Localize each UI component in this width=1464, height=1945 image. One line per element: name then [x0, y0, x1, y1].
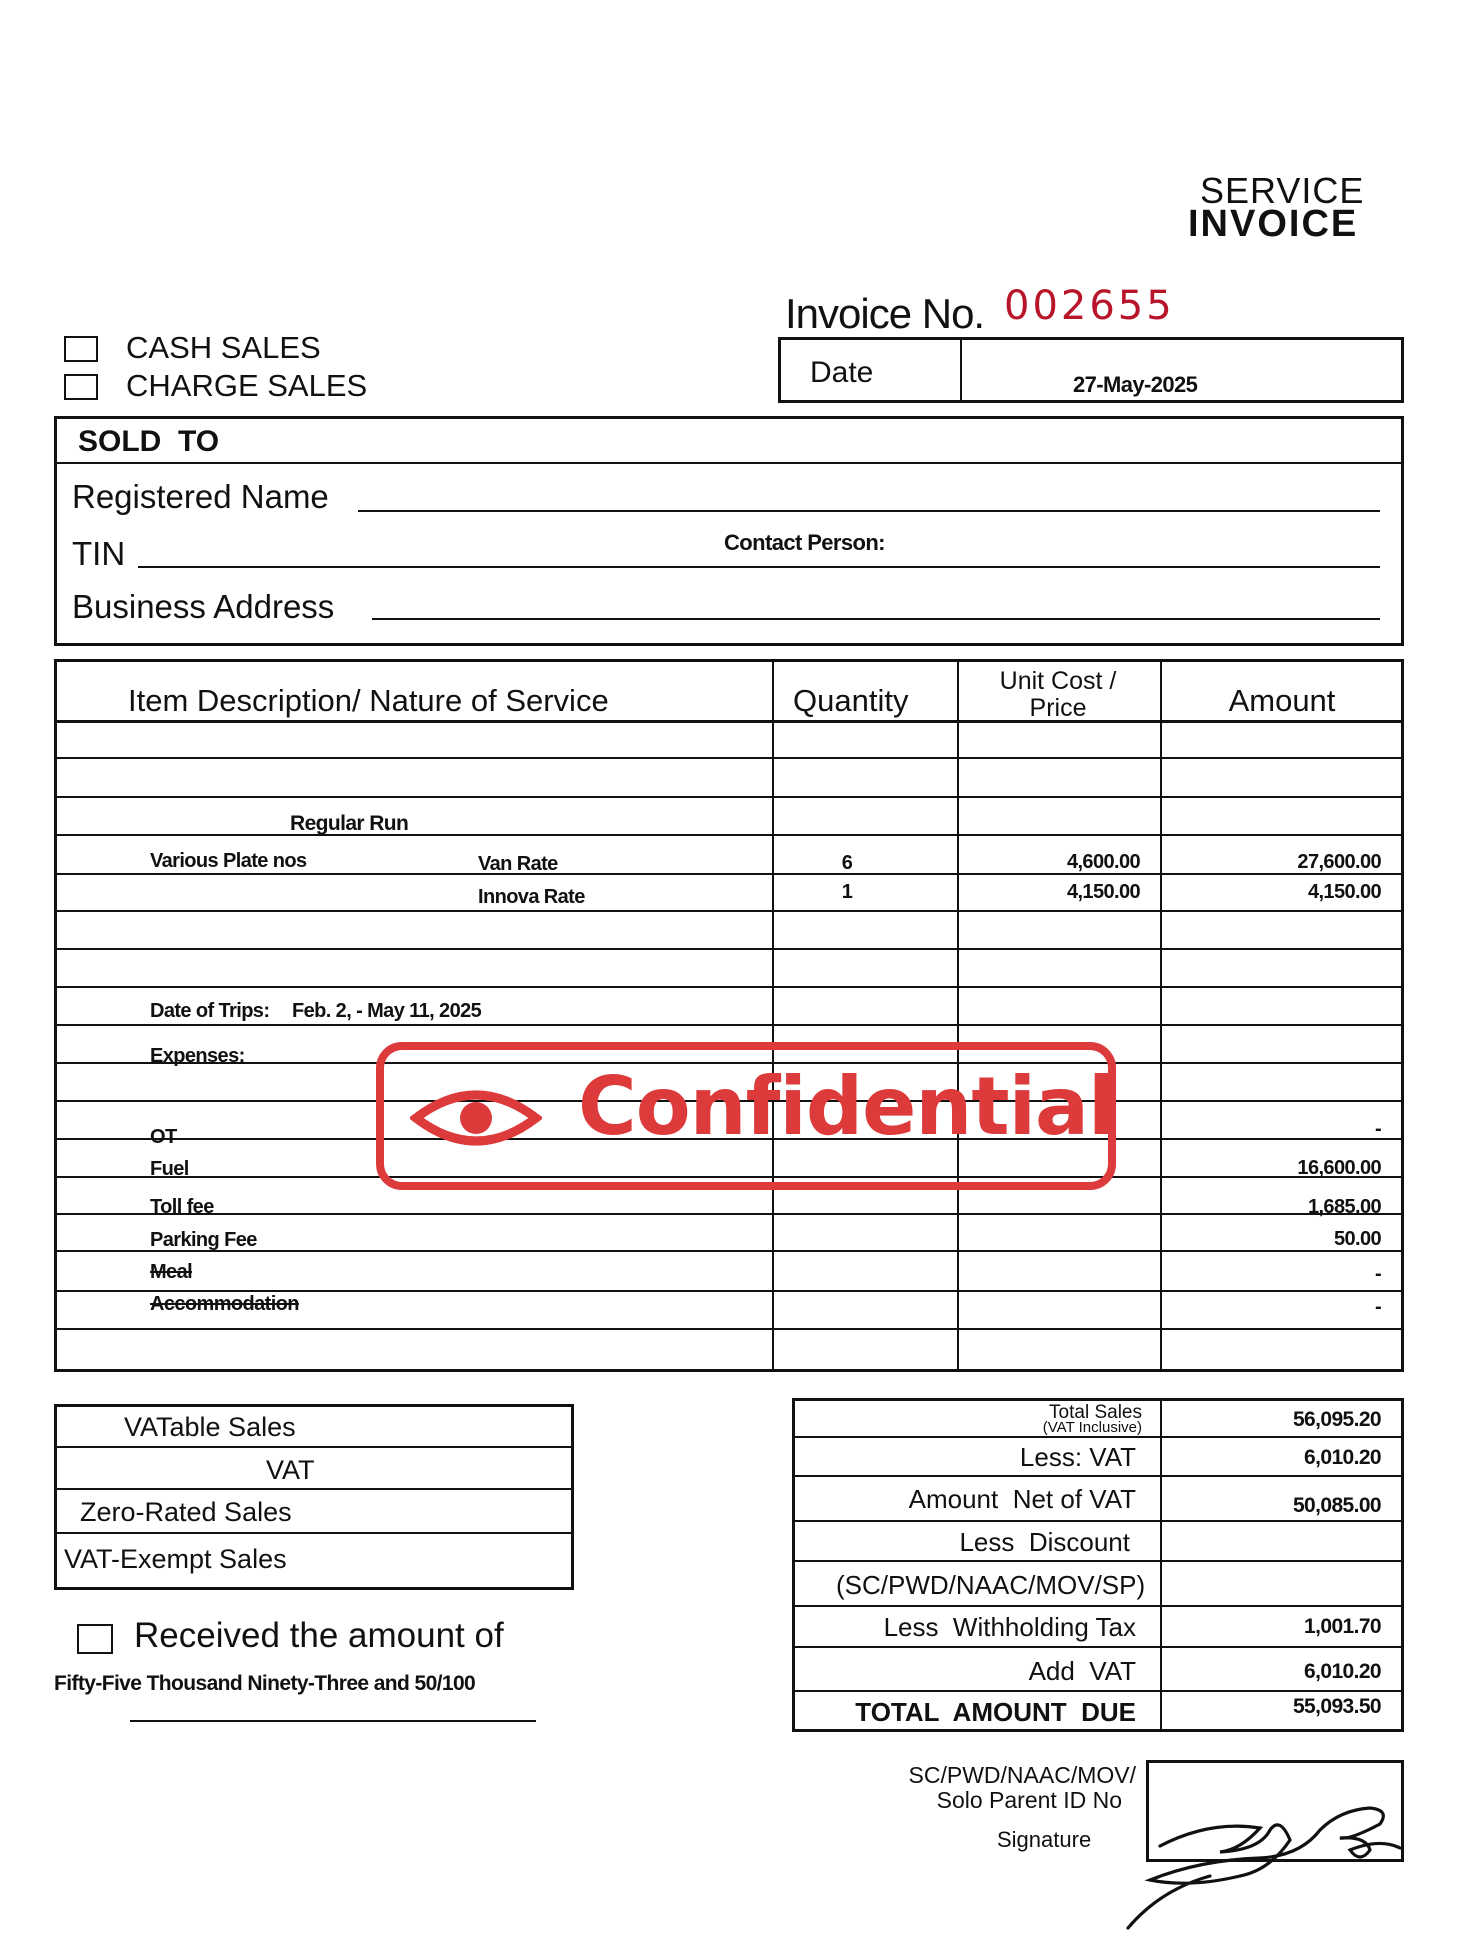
row-line	[54, 1328, 1404, 1330]
amount-in-words: Fifty-Five Thousand Ninety-Three and 50/100	[54, 1672, 476, 1695]
vat-label: VAT	[266, 1455, 315, 1485]
received-checkbox[interactable]	[77, 1624, 113, 1654]
expense-amount: 16,600.00	[1297, 1157, 1381, 1179]
totals-row-line	[792, 1520, 1404, 1522]
row-line	[54, 948, 1404, 950]
col-header-quantity: Quantity	[793, 683, 909, 718]
expense-name: Parking Fee	[150, 1229, 257, 1251]
row-line	[54, 910, 1404, 912]
item-unit-cost: 4,150.00	[1066, 881, 1140, 903]
date-value: 27-May-2025	[1073, 372, 1198, 397]
row-line	[54, 796, 1404, 798]
col-header-unit-cost: Unit Cost /	[999, 667, 1117, 695]
less-discount-label: Less Discount	[959, 1527, 1130, 1557]
col-divider-2	[957, 659, 959, 1372]
trip-dates-label: Date of Trips:	[150, 1000, 270, 1022]
total-sales-sublabel: (VAT Inclusive)	[1042, 1419, 1142, 1436]
date-label: Date	[810, 356, 874, 389]
col-divider-3	[1160, 659, 1162, 1372]
less-vat-value: 6,010.20	[1304, 1446, 1381, 1469]
vat-exempt-label: VAT-Exempt Sales	[64, 1544, 287, 1574]
confidential-text: Confidential	[578, 1060, 1115, 1153]
signature-image	[1120, 1780, 1420, 1930]
add-vat-value: 6,010.20	[1304, 1660, 1381, 1683]
expense-amount: 1,685.00	[1307, 1196, 1381, 1218]
business-address-label: Business Address	[72, 588, 335, 625]
totals-row-line	[792, 1560, 1404, 1562]
id-label-line2: Solo Parent ID No	[936, 1787, 1122, 1813]
withholding-tax-label: Less Withholding Tax	[883, 1612, 1136, 1642]
item-unit-cost: 4,600.00	[1066, 851, 1140, 873]
total-amount-due-label: TOTAL AMOUNT DUE	[855, 1697, 1136, 1727]
col-header-description: Item Description/ Nature of Service	[128, 683, 609, 718]
registered-name-label: Registered Name	[72, 478, 329, 515]
expenses-label: Expenses:	[150, 1045, 245, 1067]
total-sales-label: Total Sales	[1049, 1402, 1142, 1423]
invoice-no-value: 002655	[1004, 283, 1175, 329]
charge-sales-label: CHARGE SALES	[126, 368, 368, 403]
service-title: Regular Run	[290, 812, 409, 835]
total-amount-due-value: 55,093.50	[1292, 1695, 1381, 1718]
vat-row-line	[54, 1446, 574, 1448]
row-line	[54, 986, 1404, 988]
col-header-amount: Amount	[1228, 683, 1336, 718]
col-header-unit-cost-sub: Price	[1029, 694, 1087, 722]
id-label-line1: SC/PWD/NAAC/MOV/	[908, 1762, 1136, 1788]
col-divider-1	[772, 659, 774, 1372]
tin-field[interactable]	[138, 566, 1380, 568]
plate-note: Various Plate nos	[150, 850, 307, 872]
discount-note: (SC/PWD/NAAC/MOV/SP)	[836, 1570, 1146, 1600]
totals-row-line	[792, 1605, 1404, 1607]
sold-to-header-line	[54, 462, 1404, 464]
date-divider	[960, 337, 962, 403]
less-vat-label: Less: VAT	[1019, 1442, 1136, 1472]
cash-sales-label: CASH SALES	[126, 330, 321, 365]
signature-label: Signature	[997, 1827, 1092, 1852]
vat-row-line	[54, 1488, 574, 1490]
expense-amount: 50.00	[1333, 1228, 1381, 1250]
items-header-line	[54, 720, 1404, 723]
cash-sales-checkbox[interactable]	[64, 336, 98, 362]
vatable-sales-label: VATable Sales	[124, 1412, 296, 1442]
totals-row-line	[792, 1475, 1404, 1477]
totals-row-line	[792, 1436, 1404, 1438]
net-of-vat-value: 50,085.00	[1292, 1494, 1381, 1517]
doc-title-line1: SERVICE	[1200, 170, 1365, 211]
item-description: Van Rate	[478, 853, 558, 875]
add-vat-label: Add VAT	[1028, 1656, 1136, 1686]
eye-icon	[410, 1078, 542, 1158]
expense-name: OT	[150, 1126, 177, 1148]
trip-dates-value: Feb. 2, - May 11, 2025	[292, 1000, 482, 1022]
row-line	[54, 1290, 1404, 1292]
received-label: Received the amount of	[134, 1616, 504, 1655]
item-amount: 4,150.00	[1307, 881, 1381, 903]
doc-title-line2: INVOICE	[1188, 203, 1359, 245]
item-quantity: 6	[841, 852, 853, 874]
invoice-no-label: Invoice No.	[785, 290, 985, 337]
expense-amount: -	[1374, 1118, 1381, 1140]
vat-row-line	[54, 1532, 574, 1534]
expense-name: Fuel	[150, 1158, 189, 1180]
withholding-tax-value: 1,001.70	[1304, 1615, 1381, 1638]
item-amount: 27,600.00	[1297, 851, 1381, 873]
tin-label: TIN	[72, 535, 126, 572]
charge-sales-checkbox[interactable]	[64, 374, 98, 400]
row-line	[54, 1024, 1404, 1026]
item-quantity: 1	[841, 881, 853, 903]
expense-name: Toll fee	[150, 1196, 214, 1218]
amount-words-line	[130, 1720, 536, 1722]
expense-name: Accommodation	[150, 1293, 299, 1315]
net-of-vat-label: Amount Net of VAT	[908, 1484, 1136, 1514]
sold-to-heading: SOLD TO	[78, 425, 220, 458]
business-address-field[interactable]	[372, 618, 1380, 620]
zero-rated-label: Zero-Rated Sales	[80, 1497, 292, 1527]
expense-amount: -	[1374, 1296, 1381, 1318]
registered-name-field[interactable]	[358, 510, 1380, 512]
total-sales-value: 56,095.20	[1292, 1408, 1381, 1431]
totals-row-line	[792, 1690, 1404, 1692]
expense-amount: -	[1374, 1263, 1381, 1285]
expense-name: Meal	[150, 1261, 193, 1283]
totals-row-line	[792, 1646, 1404, 1648]
contact-person-label: Contact Person:	[724, 530, 885, 555]
row-line	[54, 834, 1404, 836]
row-line	[54, 757, 1404, 759]
totals-divider	[1160, 1398, 1162, 1732]
item-description: Innova Rate	[478, 886, 585, 908]
